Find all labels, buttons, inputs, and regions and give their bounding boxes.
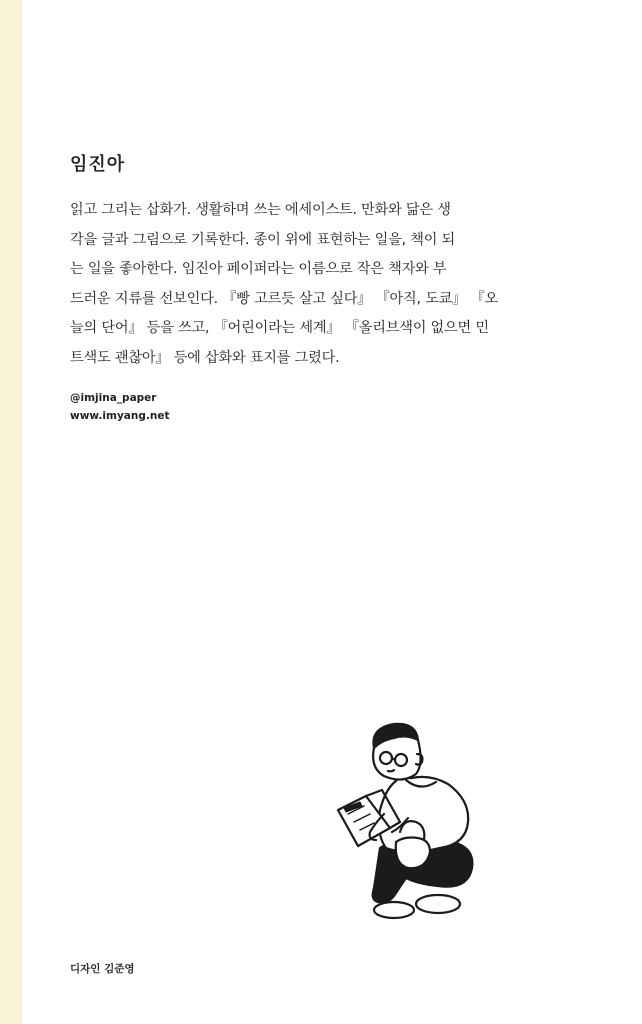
website-url: www.imyang.net	[70, 410, 170, 422]
bio-line: 각을 글과 그림으로 기록한다. 종이 위에 표현하는 일을, 책이 되	[70, 231, 456, 248]
reading-person-illustration	[308, 718, 488, 928]
author-contacts	[70, 389, 169, 425]
bio-line: 늘의 단어』 등을 쓰고, 『어린이라는 세계』 『올리브색이 없으면 민	[70, 320, 489, 336]
bio-line: 트색도 괜찮아』 등에 삽화와 표지를 그렸다.	[70, 349, 340, 366]
binding-strip	[0, 0, 22, 1024]
book-flap-page	[22, 0, 642, 1024]
bio-line: 드러운 지류를 선보인다. 『빵 고르듯 살고 싶다』 『아직, 도쿄』 『오	[70, 290, 498, 307]
instagram-handle: @imjina_paper	[70, 392, 157, 404]
author-bio	[70, 196, 498, 373]
design-credit: 디자인 김준영	[70, 963, 135, 975]
author-name: 임진아	[70, 154, 126, 175]
bio-line: 읽고 그리는 삽화가. 생활하며 쓰는 에세이스트. 만화와 닮은 생	[70, 202, 451, 218]
bio-line: 는 일을 좋아한다. 임진아 페이퍼라는 이름으로 작은 책자와 부	[70, 261, 447, 277]
